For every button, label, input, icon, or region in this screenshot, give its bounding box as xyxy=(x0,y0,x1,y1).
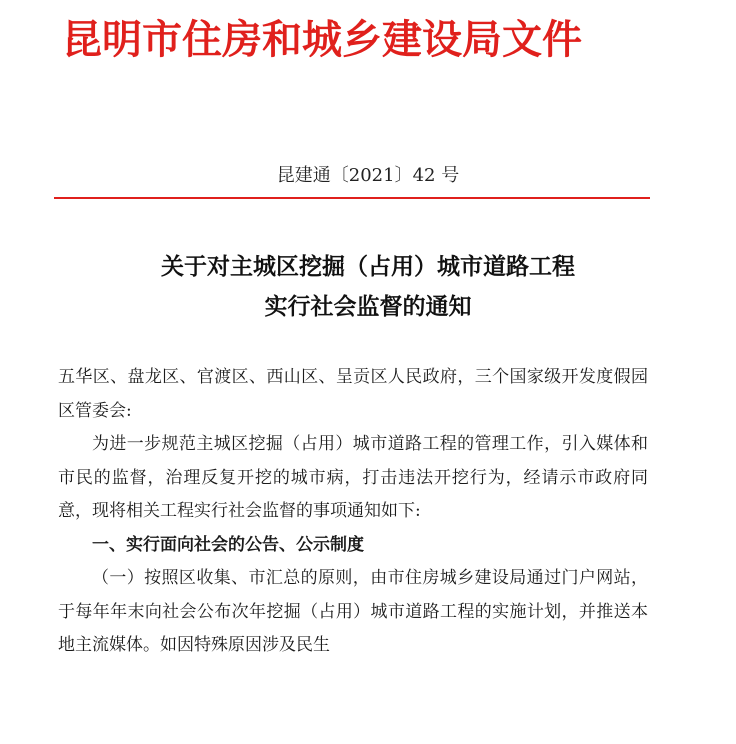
red-divider-line xyxy=(54,197,650,199)
document-title-line-1: 关于对主城区挖掘（占用）城市道路工程 xyxy=(161,254,575,280)
addressee-paragraph: 五华区、盘龙区、官渡区、西山区、呈贡区人民政府，三个国家级开发度假园区管委会: xyxy=(58,367,648,421)
document-number: 昆建通〔2021〕42 号 xyxy=(276,165,460,186)
document-title-line-2: 实行社会监督的通知 xyxy=(264,294,472,320)
document-body xyxy=(58,361,648,663)
intro-paragraph: 为进一步规范主城区挖掘（占用）城市道路工程的管理工作，引入媒体和市民的监督，治理反复开挖的城市病，打击违法开挖行为，经请示市政府同意，现将相关工程实行社会监督的事项通知如下: xyxy=(58,434,648,521)
section-heading: 一、实行面向社会的公告、公示制度 xyxy=(92,534,364,555)
document-header-title: 昆明市住房和城乡建设局文件 xyxy=(62,17,582,63)
section-paragraph: （一）按照区收集、市汇总的原则，由市住房城乡建设局通过门户网站，于每年年末向社会公布次年挖掘（占用）城市道路工程的实施计划，并推送本地主流媒体。如因特殊原因涉及民生 xyxy=(58,568,648,655)
